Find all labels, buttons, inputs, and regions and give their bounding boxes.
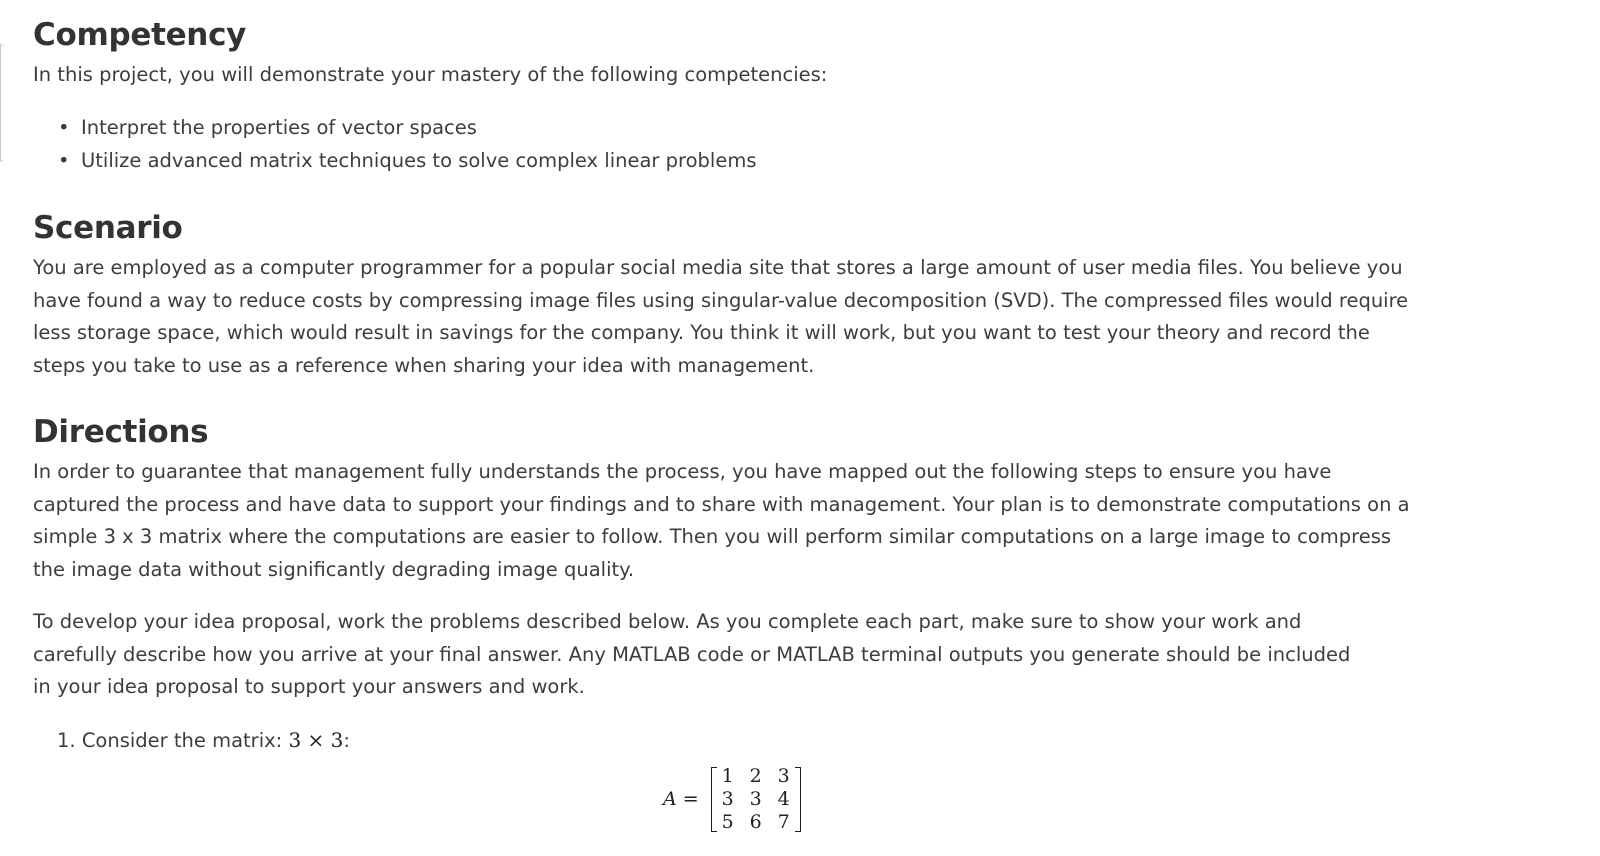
problem-list	[33, 724, 833, 757]
matrix-cell: 5	[721, 810, 734, 833]
matrix-dimension: 3 × 3	[288, 728, 344, 752]
matrix-cell: 1	[721, 764, 734, 787]
matrix-cell: 7	[777, 810, 790, 833]
competency-item: • Utilize advanced matrix techniques to solve complex linear problems	[33, 145, 1033, 178]
matrix-equation	[663, 762, 801, 836]
left-tab-border	[0, 44, 4, 162]
competency-item: • Interpret the properties of vector spaces	[33, 112, 1033, 145]
matrix-a	[711, 765, 801, 834]
directions-paragraph-1: In order to guarantee that management fully understands the process, you have mapped out the following steps to ensure you have captured the process and have data to support your findings and to share with management. Your plan is to demonstrate computations on a simple 3 x 3 matrix where the computations are easier to follow. Then you will perform similar computations on a large image to compress the image data without significantly degrading image quality.	[33, 460, 1410, 581]
competency-intro: In this project, you will demonstrate your mastery of the following competencies:	[33, 63, 828, 86]
directions-paragraph-2: To develop your idea proposal, work the problems described below. As you complete each part, make sure to show your work and carefully describe how you arrive at your final answer. Any MATLAB code or MATLAB terminal outputs you generate should be included in your idea proposal to support your answers and work.	[33, 610, 1351, 698]
matrix-cell: 2	[749, 764, 762, 787]
scenario-heading: Scenario	[33, 210, 183, 246]
competency-list	[33, 112, 1033, 177]
matrix-cell: 4	[777, 787, 790, 810]
right-bracket	[795, 767, 801, 832]
problem-text: Consider the matrix:	[81, 729, 283, 752]
matrix-cell: 3	[777, 764, 790, 787]
scenario-body: You are employed as a computer programmer for a popular social media site that stores a large amount of user media files. You believe you have found a way to reduce costs by compressing image files using singular-value decomposition (SVD). The compressed files would require less storage space, which would result in savings for the company. You think it will work, but you want to test your theory and record the steps you take to use as a reference when sharing your idea with management.	[33, 256, 1409, 377]
left-bracket	[711, 767, 717, 832]
problem-number: 1.	[57, 729, 76, 752]
matrix-label: A =	[663, 788, 699, 810]
problem-item-1	[33, 724, 833, 757]
problem-suffix: :	[343, 729, 350, 752]
matrix-cell: 3	[749, 787, 762, 810]
matrix-cell: 3	[721, 787, 734, 810]
matrix-cell: 6	[749, 810, 762, 833]
directions-heading: Directions	[33, 414, 209, 450]
competency-heading: Competency	[33, 17, 247, 53]
